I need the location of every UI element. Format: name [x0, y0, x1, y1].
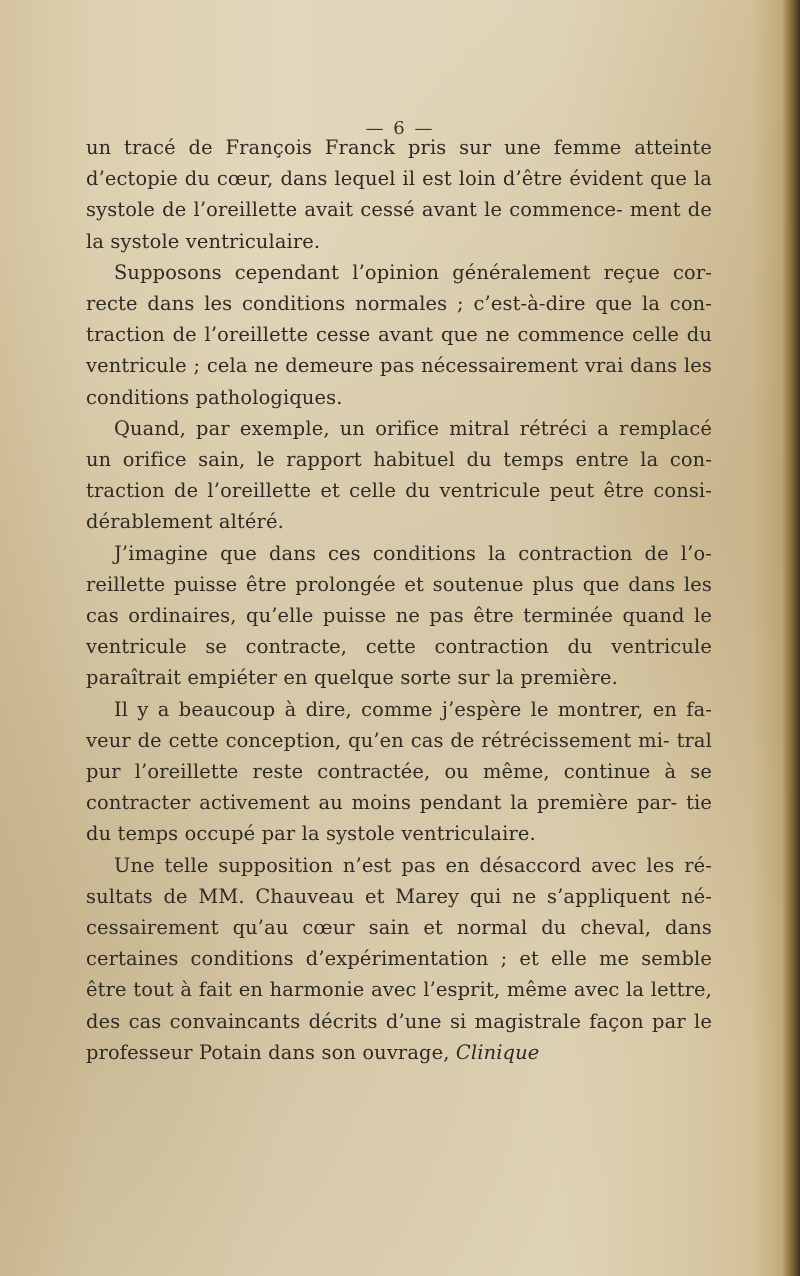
paragraph-6: [86, 850, 712, 1068]
page-number: — 6 —: [365, 118, 435, 139]
paragraph-5: Il y a beaucoup à dire, comme j’espère le montrer, en fa- veur de cette conception, qu’en cas de rétrécissement mi- tral pur l’oreillette reste contractée, ou même, continue à se contracter activement au moins pendant la première par- tie du temps occupé par la systole ventriculaire.: [86, 697, 712, 846]
paragraph-1: un tracé de François Franck pris sur une femme atteinte d’ectopie du cœur, dans lequel il est loin d’être évident que la systole de l’oreillette avait cessé avant le commence- ment de la systole ventriculaire.: [86, 136, 712, 253]
page-binding-edge: [782, 0, 800, 1276]
book-title-italic: Clinique: [455, 1040, 540, 1064]
paragraph-3: Quand, par exemple, un orifice mitral rétréci a remplacé un orifice sain, le rapport habituel du temps entre la con- traction de l’oreillette et celle du ventricule peut être consi- dérablement altéré.: [86, 416, 712, 534]
paragraph-4: J’imagine que dans ces conditions la contraction de l’o- reillette puisse être prolongée et soutenue plus que dans les cas ordinaires, qu’elle puisse ne pas être terminée quand le ventricule se contracte, cette contraction du ventricule paraîtrait empiéter en quelque sorte sur la première.: [86, 541, 712, 690]
paragraph-2: Supposons cependant l’opinion généralement reçue cor- recte dans les conditions normales ; c’est-à-dire que la con- traction de l’oreillette cesse avant que ne commence celle du ventricule ; cela ne demeure pas nécessairement vrai dans les conditions pathologiques.: [86, 260, 712, 409]
paragraph-6-text: Une telle supposition n’est pas en désaccord avec les ré- sultats de MM. Chauveau et Marey qui ne s’appliquent né- cessairement qu’au cœur sain et normal du cheval, dans certaines conditions d’expérimentation ; et elle me semble être tout à fait en harmonie avec l’esprit, même avec la lettre, des cas convaincants décrits d’une si magistrale façon par le professeur Potain dans son ouvrage,: [86, 853, 712, 1064]
body-text: [86, 100, 712, 1068]
